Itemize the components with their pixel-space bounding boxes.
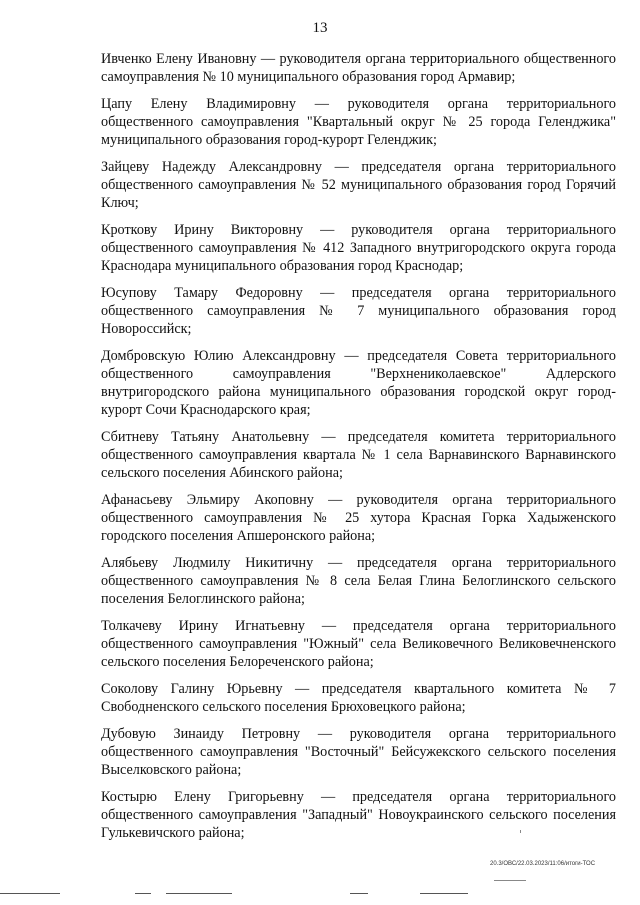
list-item: Алябьеву Людмилу Никитичну — председателя органа территориального общественного самоуправления № 8 села Белая Глина Белоглинского сельского поселения Белоглинского района; bbox=[101, 555, 616, 607]
footer-code: 20.3/ОВС/22.03.2023/11:06/итоги-ТОС bbox=[490, 861, 596, 867]
list-item: Афанасьеву Эльмиру Акоповну — руководителя органа территориального общественного самоуправления № 25 хутора Красная Горка Хадыженского городского поселения Апшеронского района; bbox=[101, 492, 616, 544]
page-number: 13 bbox=[312, 20, 328, 36]
bottom-edge-line bbox=[166, 893, 232, 894]
bottom-edge-line bbox=[135, 893, 151, 894]
list-item: Цапу Елену Владимировну — руководителя органа территориального общественного самоуправления "Квартальный округ № 25 города Геленджика" муниципального образования город-курорт Геленджик; bbox=[101, 96, 616, 148]
bottom-edge-line bbox=[0, 893, 60, 894]
list-item: Сбитневу Татьяну Анатольевну — председателя комитета территориального общественного самоуправления квартала № 1 села Варнавинского Варнавинского сельского поселения Абинского района; bbox=[101, 429, 616, 481]
scan-speck bbox=[520, 830, 521, 833]
list-item: Соколову Галину Юрьевну — председателя квартального комитета № 7 Свободненского сельского поселения Брюховецкого района; bbox=[101, 681, 616, 715]
footer-divider bbox=[494, 880, 526, 881]
list-item: Зайцеву Надежду Александровну — председателя органа территориального общественного самоуправления № 52 муниципального образования город Горячий Ключ; bbox=[101, 159, 616, 211]
bottom-edge-line bbox=[350, 893, 368, 894]
list-item: Кроткову Ирину Викторовну — руководителя органа территориального общественного самоуправления № 412 Западного внутригородского округа города Краснодара муниципального образования город Краснодар; bbox=[101, 222, 616, 274]
list-item: Костырю Елену Григорьевну — председателя органа территориального общественного самоуправления "Западный" Новоукраинского сельского поселения Гулькевичского района; bbox=[101, 789, 616, 841]
list-item: Дубовую Зинаиду Петровну — руководителя органа территориального общественного самоуправления "Восточный" Бейсужекского сельского поселения Выселковского района; bbox=[101, 726, 616, 778]
list-item: Юсупову Тамару Федоровну — председателя органа территориального общественного самоуправления № 7 муниципального образования город Новороссийск; bbox=[101, 285, 616, 337]
list-item: Домбровскую Юлию Александровну — председателя Совета территориального общественного самоуправления "Верхнениколаевское" Адлерского внутригородского района муниципального образования городской округ город-курорт Сочи Краснодарского края; bbox=[101, 348, 616, 418]
list-item: Толкачеву Ирину Игнатьевну — председателя органа территориального общественного самоуправления "Южный" села Великовечного Великовечненского сельского поселения Белореченского района; bbox=[101, 618, 616, 670]
document-body bbox=[101, 50, 616, 851]
bottom-edge-line bbox=[420, 893, 468, 894]
list-item: Ивченко Елену Ивановну — руководителя органа территориального общественного самоуправления № 10 муниципального образования город Армавир; bbox=[101, 51, 616, 85]
